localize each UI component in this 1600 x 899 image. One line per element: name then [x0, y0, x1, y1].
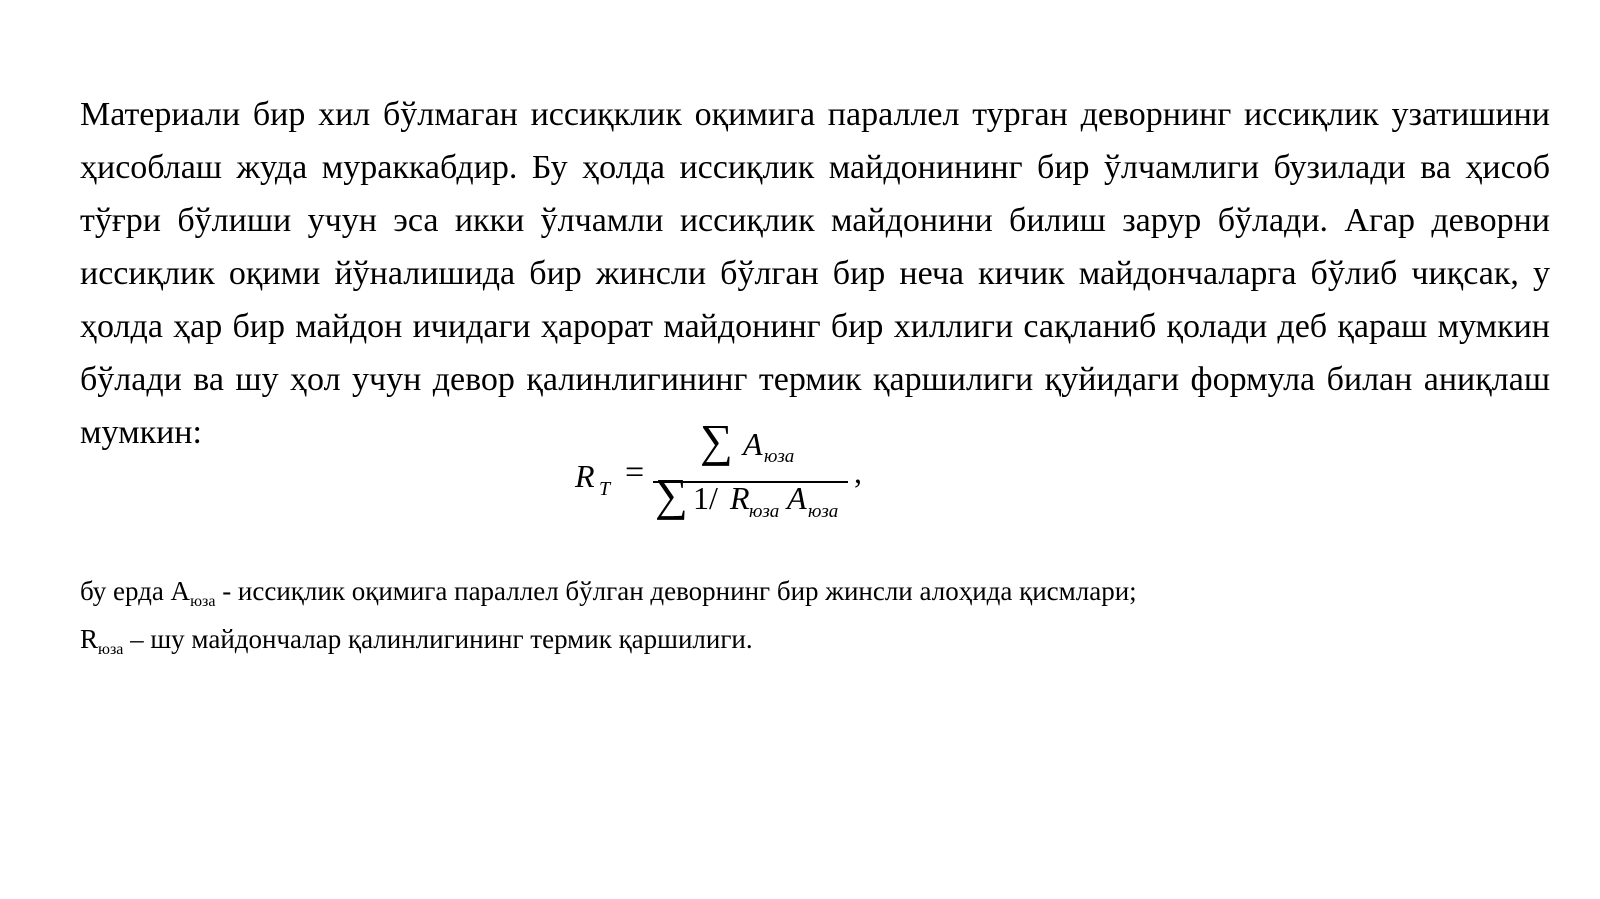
- formula-lhs-subscript: T: [599, 478, 611, 500]
- formula-denominator-a: A: [787, 480, 807, 516]
- formula-numerator-sigma: ∑: [700, 415, 733, 466]
- note-a-text: - иссиқлик оқимига параллел бўлган деворнинг бир жинсли алоҳида қисмлари;: [215, 576, 1137, 606]
- formula-lhs-r: R: [575, 458, 595, 494]
- note-r-definition: [80, 622, 753, 667]
- formula-equals: =: [625, 454, 645, 491]
- note-a-subscript: юза: [190, 593, 216, 610]
- body-paragraph: Материали бир хил бўлмаган иссиқклик оқимига параллел турган деворнинг иссиқлик узатишини ҳисоблаш жуда мураккабдир. Бу ҳолда иссиқлик майдонининг бир ўлчамлиги бузилади ва ҳисоб тўғри бўлиши учун эса икки ўлчамли иссиқлик майдонини билиш зарур бўлади. Агар деворни иссиқлик оқими йўналишида бир жинсли бўлган бир неча кичик майдончаларга бўлиб чиқсак, у ҳолда ҳар бир майдон ичидаги ҳарорат майдонинг бир хиллиги сақланиб қолади деб қараш мумкин бўлади ва шу ҳол учун девор қалинлигининг термик қаршилиги қуйидаги формула билан аниқлаш мумкин:: [80, 96, 1550, 451]
- formula-denominator-sigma: ∑: [655, 469, 688, 520]
- thermal-resistance-formula: [575, 415, 875, 538]
- formula-denominator-r-subscript: юза: [749, 501, 780, 522]
- formula-denominator-one-over: 1/: [693, 480, 718, 516]
- formula-numerator-a-subscript: юза: [764, 446, 795, 467]
- formula-denominator-r: R: [730, 480, 750, 516]
- formula-comma: ,: [854, 454, 862, 490]
- note-r-prefix: R: [80, 624, 99, 654]
- formula-numerator-a: A: [743, 426, 763, 462]
- note-r-text: – шу майдончалар қалинлигининг термик қаршилиги.: [123, 624, 753, 654]
- note-a-definition: [80, 574, 1137, 619]
- note-a-prefix: бу ерда А: [80, 576, 191, 606]
- formula-denominator-a-subscript: юза: [808, 501, 839, 522]
- note-r-subscript: юза: [98, 641, 124, 658]
